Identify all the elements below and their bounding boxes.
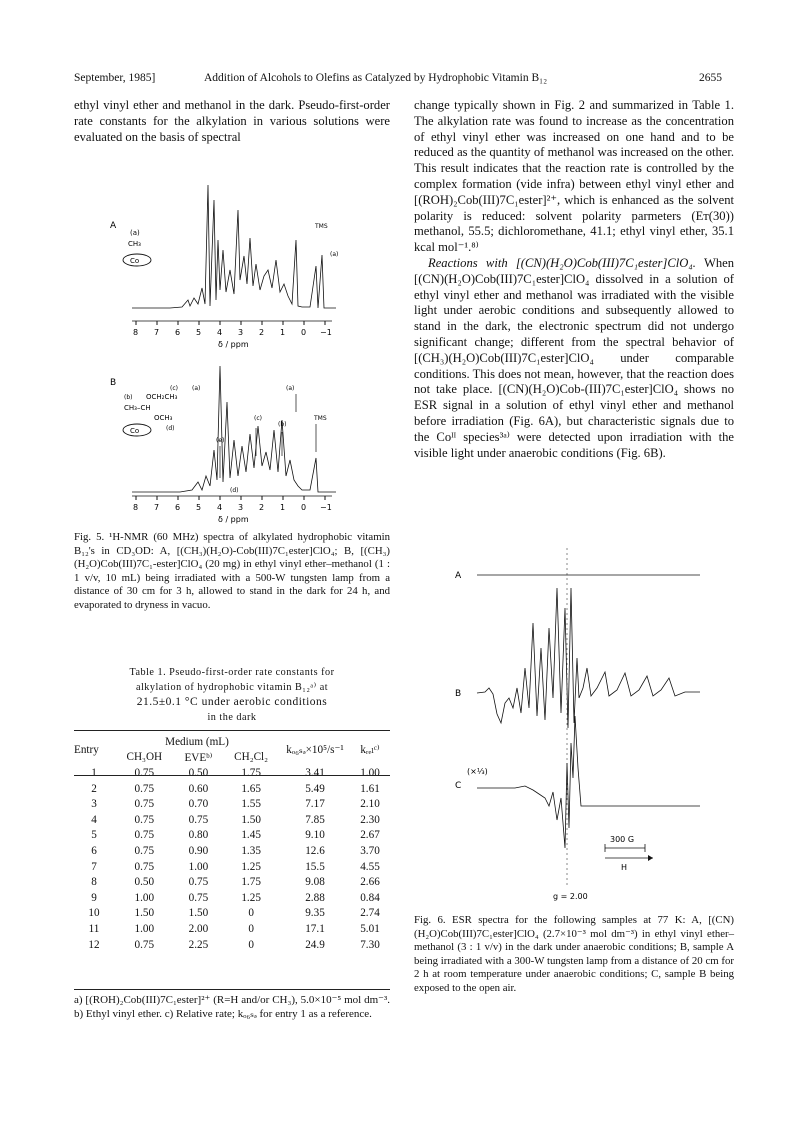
- table-cell: 2.10: [360, 798, 380, 811]
- tick-label: 5: [196, 503, 202, 512]
- label-co: Co: [130, 257, 140, 265]
- section-heading: Reactions with [(CN)(H₂O)Cob(III)7C₁ester]ClO₄.: [428, 255, 696, 270]
- tick-labels-b: [133, 503, 332, 512]
- table-cell: 7: [91, 860, 97, 873]
- table-cell: 0.75: [134, 766, 155, 779]
- label-d-peak: (d): [230, 487, 239, 494]
- table-cell: 0.75: [134, 829, 155, 842]
- tick-label: 5: [196, 328, 202, 337]
- scale-factor-label: (×⅓): [467, 767, 488, 776]
- table-cell: 2.00: [188, 922, 209, 935]
- table-cell: 1.00: [134, 891, 155, 904]
- label-tms: TMS: [315, 223, 328, 230]
- table-cell: 4.55: [360, 860, 380, 873]
- label-b: (b): [124, 394, 133, 401]
- table-cell: 5: [91, 829, 97, 842]
- label-e-peak: (e): [216, 437, 225, 444]
- table-cell: 1.65: [241, 782, 261, 795]
- table-cell: 1.35: [241, 844, 261, 857]
- table-cell: 3.70: [360, 844, 380, 857]
- table-title-line: 21.5±0.1 °C under aerobic conditions: [136, 696, 328, 708]
- table-row: [74, 781, 390, 797]
- table-cell: 6: [91, 844, 97, 857]
- table-cell: 0: [248, 938, 254, 951]
- table-cell: 9.08: [305, 876, 325, 889]
- tick-label: −1: [320, 503, 332, 512]
- table-row: [74, 906, 390, 922]
- col-header-ch3oh: CH₃OH: [126, 751, 163, 764]
- tick-label: 0: [301, 328, 307, 337]
- table-rule-bottom: [74, 989, 390, 990]
- label-a-peak: (a): [330, 251, 339, 258]
- fig6-esr-figure: [455, 548, 735, 903]
- axis-ticks-b: [136, 496, 325, 500]
- table-cell: 2.88: [305, 891, 325, 904]
- axis-ticks-a: [136, 321, 325, 325]
- table-cell: 3.41: [305, 766, 325, 779]
- table-rule-mid: [74, 775, 390, 776]
- label-d: (d): [166, 425, 175, 432]
- label-och2ch3: OCH₂CH₃: [146, 393, 178, 401]
- label-a: (a): [192, 385, 201, 392]
- table-cell: 0.75: [134, 782, 155, 795]
- panel-a-label: A: [110, 221, 117, 231]
- tick-label: 4: [217, 328, 223, 337]
- table-title: [74, 665, 390, 725]
- table-cell: 5.49: [305, 782, 325, 795]
- table-cell: 0.50: [188, 766, 209, 779]
- table-row: [74, 937, 390, 953]
- table-cell: 1.00: [360, 766, 380, 779]
- table-title-line: Table 1. Pseudo-first-order rate constants for: [129, 667, 335, 678]
- table-cell: 1.50: [188, 907, 209, 920]
- label-ch3: CH₃: [128, 240, 141, 248]
- table-rule-top: [74, 730, 390, 731]
- table-row: [74, 859, 390, 875]
- nmr-spectrum-a: [132, 185, 339, 308]
- right-column-text: [414, 98, 734, 461]
- col-header-ch2cl2: CH₂Cl₂: [234, 751, 269, 764]
- paragraph: [414, 256, 734, 461]
- tick-label: 8: [133, 328, 139, 337]
- table-row: [74, 921, 390, 937]
- table-cell: 0.75: [134, 798, 155, 811]
- table-title-line: in the dark: [207, 712, 257, 723]
- tick-label: 3: [238, 328, 244, 337]
- table-row: [74, 843, 390, 859]
- table-cell: 0: [248, 907, 254, 920]
- col-header-krel: kᵣₑₗᶜ⁾: [360, 744, 380, 757]
- table-cell: 1.50: [241, 813, 261, 826]
- tick-label: 4: [217, 503, 223, 512]
- tick-label: 2: [259, 503, 265, 512]
- tick-label: 2: [259, 328, 265, 337]
- scale-bar: [605, 835, 653, 872]
- tick-label: 8: [133, 503, 139, 512]
- table-cell: 15.5: [305, 860, 325, 873]
- fig5-caption: Fig. 5. ¹H-NMR (60 MHz) spectra of alkylated hydrophobic vitamin B₁₂'s in CD₃OD: A, [(CH₃)(H₂O)-Cob(III)7C₁ester]ClO₄; B, [(CH₃)(H₂O)Cob(III)7C₁-ester]ClO₄ (20 mg) in ethyl vinyl ether–methanol (1 : 1 v/v, 10 mL) being irradiated with a 500-W tungsten lamp from a distance of 30 cm for 3 h, allowed to stand in the dark for 24 h, and evaporated to dryness in vacuo.: [74, 531, 390, 611]
- col-header-medium: Medium (mL): [165, 735, 229, 748]
- tick-label: 7: [154, 328, 160, 337]
- table-cell: 2.74: [360, 907, 380, 920]
- panel-a-label: A: [455, 571, 462, 581]
- table-cell: 0.75: [134, 844, 155, 857]
- table-title-line: alkylation of hydrophobic vitamin B₁₂ᵃ⁾ at: [135, 682, 329, 693]
- table-cell: 2.30: [360, 813, 380, 826]
- header-title: Addition of Alcohols to Olefins as Catalyzed by Hydrophobic Vitamin B₁₂: [204, 72, 548, 84]
- table-cell: 1.45: [241, 829, 261, 842]
- label-b-peak: (b): [278, 421, 287, 428]
- fig6-caption: Fig. 6. ESR spectra for the following samples at 77 K: A, [(CN)(H₂O)Cob(III)7C₁ester]ClO₄ (2.7×10⁻³ mol dm⁻³) in ethyl vinyl ether–methanol (3 : 1 v/v) in the dark under anaerobic conditions; B, sample A being irradiated with a 300-W tungsten lamp from a distance of 20 cm for 2 h at room temperature under anaerobic conditions; C, sample B being exposed to the open air.: [414, 914, 734, 994]
- col-header-entry: Entry: [74, 743, 99, 756]
- table-cell: 2.67: [360, 829, 380, 842]
- label-co: Co: [130, 427, 140, 435]
- table-row: [74, 796, 390, 812]
- table-row: [74, 890, 390, 906]
- table-cell: 1.75: [241, 766, 261, 779]
- table-cell: 0.75: [134, 938, 155, 951]
- table-cell: 0.80: [188, 829, 209, 842]
- table-body: [74, 765, 390, 952]
- field-label: H: [621, 863, 628, 872]
- axis-label-b: δ / ppm: [218, 515, 249, 524]
- tick-label: −1: [320, 328, 332, 337]
- table-cell: 12: [88, 938, 100, 951]
- table-cell: 0.75: [188, 813, 209, 826]
- table-cell: 1.00: [188, 860, 209, 873]
- tick-label: 6: [175, 328, 181, 337]
- paragraph-body: When [(CN)(H₂O)Cob(III)7C₁ester]ClO₄ dissolved in a solution of ethyl vinyl ether and methanol was irradiated with the visible light under aerobic conditions and subsequently allowed to stand in the dark, the electronic spectrum did not undergo significant change; different from the spectral behavior of [(CH₃)(H₂O)Cob(III)7C₁ester]ClO₄ under comparable conditions. This does not mean, however, that the reaction does not take place. [(CN)(H₂O)Cob-(III)7C₁ester]ClO₄ shows no ESR signal in a solution of ethyl vinyl ether and methanol before irradiation (Fig. 6A), but characteristic signals due to the Coᴵᴵ species³ᵃ⁾ were detected upon irradiation with the visible light under anaerobic conditions (Fig. 6B).: [414, 255, 735, 460]
- table-cell: 2: [91, 782, 97, 795]
- table-row: [74, 812, 390, 828]
- table-row: [74, 874, 390, 890]
- table-cell: 24.9: [305, 938, 325, 951]
- label-tms: TMS: [314, 415, 327, 422]
- col-header-kobsd: kₒ₆ₛₔ×10⁵/s⁻¹: [286, 744, 344, 757]
- fig6-panel-b: [455, 588, 700, 728]
- arrow-head-icon: [648, 855, 653, 861]
- table-cell: 0.75: [134, 813, 155, 826]
- table-cell: 9: [91, 891, 97, 904]
- esr-spectrum-c: [477, 716, 700, 848]
- axis-label-a: δ / ppm: [218, 340, 249, 349]
- tick-label: 6: [175, 503, 181, 512]
- tick-label: 0: [301, 503, 307, 512]
- table-cell: 1.50: [134, 907, 155, 920]
- table-footnote: a) [(ROH)₂Cob(III)7C₁ester]²⁺ (R=H and/or CH₃), 5.0×10⁻⁵ mol dm⁻³. b) Ethyl vinyl ether. c) Relative rate; kₒ₆ₛₔ for entry 1 as a reference.: [74, 994, 390, 1020]
- tick-labels-a: [133, 328, 332, 337]
- header-date: September, 1985]: [74, 72, 156, 84]
- label-a-peak: (a): [286, 385, 295, 392]
- table-cell: 1.00: [134, 922, 155, 935]
- fig5-nmr-figure: [110, 180, 350, 525]
- tick-label: 7: [154, 503, 160, 512]
- table-cell: 0: [248, 922, 254, 935]
- nmr-spectrum-b: [132, 366, 336, 492]
- label-ch3ch: CH₃–CH: [124, 404, 151, 412]
- page-number: 2655: [699, 72, 722, 84]
- table-cell: 1.75: [241, 876, 261, 889]
- table-cell: 0.90: [188, 844, 209, 857]
- table-cell: 8: [91, 876, 97, 889]
- table-cell: 1.25: [241, 891, 261, 904]
- table-cell: 3: [91, 798, 97, 811]
- table-cell: 12.6: [305, 844, 325, 857]
- table-cell: 1: [91, 766, 97, 779]
- tick-label: 3: [238, 503, 244, 512]
- table-cell: 1.61: [360, 782, 380, 795]
- paragraph: ethyl vinyl ether and methanol in the dark. Pseudo-first-order rate constants for the alkylation in various solutions were evaluated on the basis of spectral: [74, 98, 390, 144]
- fig5-panel-a: [110, 185, 338, 349]
- table-cell: 9.35: [305, 907, 325, 920]
- panel-b-label: B: [110, 378, 117, 388]
- table-cell: 0.75: [188, 891, 209, 904]
- table-cell: 7.30: [360, 938, 380, 951]
- left-column-text: [74, 98, 390, 145]
- tick-label: 1: [280, 328, 286, 337]
- label-c: (c): [170, 385, 178, 392]
- panel-b-label: B: [455, 689, 462, 699]
- table-cell: 0.75: [134, 860, 155, 873]
- table-cell: 7.17: [305, 798, 325, 811]
- tick-label: 1: [280, 503, 286, 512]
- table-row: [74, 828, 390, 844]
- table-cell: 0.50: [134, 876, 155, 889]
- fig6-panel-c: [455, 716, 700, 848]
- g-value-label: g = 2.00: [553, 892, 588, 901]
- table-cell: 0.75: [188, 876, 209, 889]
- table-cell: 17.1: [305, 922, 325, 935]
- esr-spectrum-b: [477, 588, 700, 728]
- table-cell: 0.60: [188, 782, 209, 795]
- paragraph: change typically shown in Fig. 2 and summarized in Table 1. The alkylation rate was found to increase as the concentration of ethyl vinyl ether was increased on one hand and to be reduced as the quantity of methanol was increased on the other. This result indicates that the reaction rate is controlled by the complex formation (vide infra) between ethyl vinyl ether and [(ROH)₂Cob(III)7C₁ester]²⁺, which is enhanced as the solvent polarity is reduced: solvent polarity parmeters (Eᴛ(30)) methanol, 55.5; dichloromethane, 41.1; ethyl vinyl ether, 35.1 kcal mol⁻¹.⁸⁾: [414, 98, 734, 255]
- table-row: [74, 765, 390, 781]
- table-cell: 0.70: [188, 798, 209, 811]
- table-cell: 1.25: [241, 860, 261, 873]
- table-cell: 2.66: [360, 876, 380, 889]
- col-header-eve: EVEᵇ⁾: [184, 751, 213, 764]
- fig5-panel-b: [110, 366, 336, 524]
- fig6-panel-a: [455, 571, 700, 581]
- label-c-peak: (c): [254, 415, 262, 422]
- table-cell: 1.55: [241, 798, 261, 811]
- table-cell: 10: [88, 907, 100, 920]
- table-cell: 2.25: [188, 938, 209, 951]
- panel-c-label: C: [455, 781, 462, 791]
- label-och3: OCH₃: [154, 414, 173, 422]
- table-cell: 0.84: [360, 891, 380, 904]
- table-cell: 7.85: [305, 813, 325, 826]
- table-cell: 5.01: [360, 922, 380, 935]
- rate-constants-table: [74, 734, 390, 952]
- table-cell: 9.10: [305, 829, 325, 842]
- table-cell: 11: [88, 922, 100, 935]
- label-a: (a): [130, 229, 140, 237]
- scale-bar-label: 300 G: [610, 835, 635, 844]
- table-cell: 4: [91, 813, 97, 826]
